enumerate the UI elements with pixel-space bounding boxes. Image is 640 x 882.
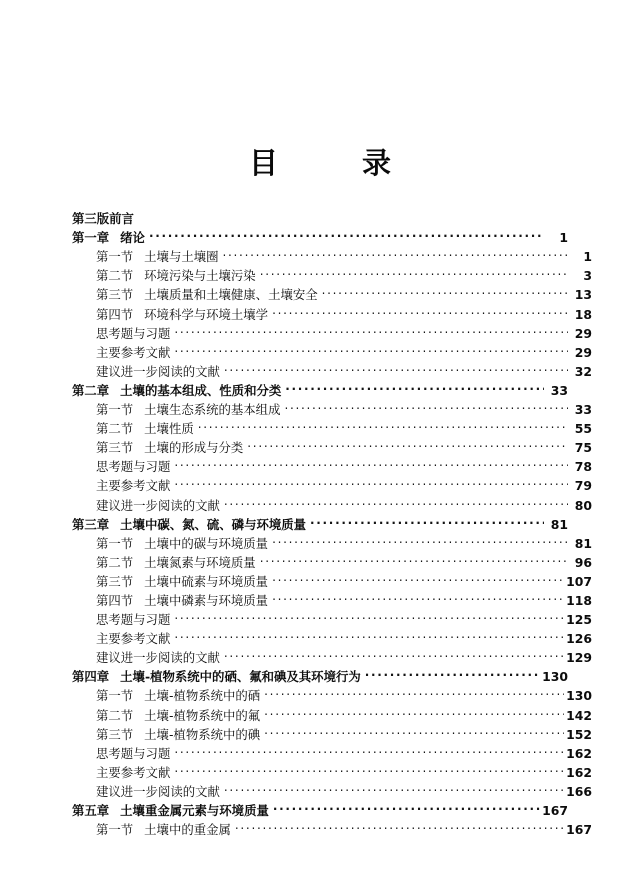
toc-entry-page-number: 118 (566, 592, 592, 608)
toc-entry-number: 第一节 (96, 402, 134, 418)
dot-leader (272, 299, 568, 318)
toc-entry-title: 土壤-植物系统中的氟 (144, 707, 261, 723)
toc-entry-title: 土壤中硫素与环境质量 (144, 573, 269, 589)
dot-leader (224, 643, 564, 662)
toc-entry-page-number: 3 (583, 268, 592, 284)
toc-entry-page-number: 78 (574, 459, 592, 475)
toc-entry-title: 主要参考文献 (96, 764, 171, 780)
toc-entry-title: 土壤中的重金属 (144, 822, 231, 838)
toc-entry-number: 第二节 (96, 421, 134, 437)
toc-entry-page-number: 152 (566, 726, 592, 742)
toc-entry-number: 第三节 (96, 726, 134, 742)
toc-entry-page-number: 81 (574, 535, 592, 551)
toc-entry-title: 土壤与土壤圈 (144, 249, 219, 265)
toc-entry-page-number: 79 (574, 478, 592, 494)
toc-entry-number: 第二节 (96, 707, 134, 723)
dot-leader (285, 376, 544, 395)
toc-entry-number: 第二节 (96, 268, 134, 284)
toc-entry-number: 第一节 (96, 249, 134, 265)
toc-entry-page-number: 107 (566, 573, 592, 589)
toc-entry-title: 土壤-植物系统中的硒、氟和碘及其环境行为 (120, 669, 361, 685)
toc-entry-title: 建议进一步阅读的文献 (96, 363, 220, 379)
toc-entry-page-number: 75 (574, 440, 592, 456)
toc-entry-title: 思考题与习题 (96, 459, 171, 475)
dot-leader (174, 739, 564, 758)
toc-entry-page-number: 33 (574, 402, 592, 418)
toc-entry-title: 土壤重金属元素与环境质量 (120, 803, 269, 818)
toc-entry-title: 主要参考文献 (96, 478, 171, 494)
dot-leader (198, 414, 568, 433)
dot-leader (174, 758, 564, 777)
toc-entry-page-number: 162 (566, 764, 592, 780)
toc-entry-number: 第三节 (96, 573, 134, 589)
toc-entry-title: 土壤-植物系统中的硒 (144, 688, 261, 704)
dot-leader (174, 338, 568, 357)
toc-entry[interactable] (72, 204, 568, 227)
toc-entry-number: 第五章 (72, 803, 110, 818)
toc-entry-page-number: 167 (542, 803, 568, 818)
dot-leader (264, 700, 564, 719)
toc-entry-page-number: 130 (566, 688, 592, 704)
dot-leader (264, 681, 564, 700)
dot-leader (322, 280, 568, 299)
dot-leader (310, 510, 544, 529)
toc-entry-title: 土壤的基本组成、性质和分类 (120, 382, 282, 398)
dot-leader (224, 357, 568, 376)
dot-leader (174, 605, 564, 624)
dot-leader (174, 471, 568, 490)
toc-entry-title: 土壤生态系统的基本组成 (144, 402, 281, 418)
toc-entry-title: 思考题与习题 (96, 325, 171, 341)
dot-leader (174, 452, 568, 471)
page-title: 目 录 (248, 146, 400, 180)
dot-leader (247, 433, 568, 452)
toc-entry-title: 土壤质量和土壤健康、土壤安全 (144, 287, 318, 303)
toc-entry-number: 第一节 (96, 688, 134, 704)
toc-entry-title: 思考题与习题 (96, 612, 171, 628)
dot-leader (138, 204, 566, 223)
dot-leader (272, 586, 564, 605)
toc-entry-page-number: 167 (566, 822, 592, 838)
toc-entry-number: 第一章 (72, 230, 110, 246)
toc-entry-number: 第三节 (96, 440, 134, 456)
dot-leader (235, 815, 564, 834)
dot-leader (272, 529, 568, 548)
toc-entry-title: 绪论 (120, 230, 145, 246)
dot-leader (174, 624, 564, 643)
toc-entry-page-number: 1 (559, 230, 568, 246)
dot-leader (224, 777, 564, 796)
toc-entry-page-number: 126 (566, 631, 592, 647)
dot-leader (149, 223, 544, 242)
toc-entry-page-number: 130 (542, 669, 568, 685)
toc-entry-title: 第三版前言 (72, 211, 134, 227)
toc-entry-title: 土壤氮素与环境质量 (144, 554, 256, 570)
toc-entry-page-number: 166 (566, 783, 592, 799)
toc-entry[interactable] (72, 242, 592, 265)
toc-entry-page-number: 125 (566, 612, 592, 628)
toc-entry-number: 第二章 (72, 382, 110, 398)
toc-entry-page-number: 32 (574, 363, 592, 379)
toc-entry-page-number: 142 (566, 707, 592, 723)
toc-entry-page-number: 29 (574, 344, 592, 360)
toc-entry-title: 土壤中的碳与环境质量 (144, 535, 269, 551)
toc-entry-title: 环境污染与土壤污染 (144, 268, 256, 284)
toc-entry-title: 土壤性质 (144, 421, 194, 437)
toc-entry-number: 第四章 (72, 669, 110, 685)
toc-entry-number: 第四节 (96, 592, 134, 608)
dot-leader (174, 319, 568, 338)
toc-entry[interactable] (72, 223, 568, 246)
toc-entry-title: 环境科学与环境土壤学 (144, 306, 269, 322)
toc-entry-page-number: 129 (566, 650, 592, 666)
toc-entry-page-number: 162 (566, 745, 592, 761)
toc-entry-title: 主要参考文献 (96, 631, 171, 647)
toc-entry-list (72, 204, 592, 838)
toc-entry-page-number: 80 (574, 497, 592, 513)
toc-entry-number: 第二节 (96, 554, 134, 570)
toc-entry-page-number: 96 (574, 554, 592, 570)
dot-leader (264, 720, 564, 739)
dot-leader (223, 242, 568, 261)
toc-entry-page-number: 55 (574, 421, 592, 437)
toc-entry-number: 第三节 (96, 287, 134, 303)
toc-entry-page-number: 29 (574, 325, 592, 341)
dot-leader (224, 490, 568, 509)
toc-entry-title: 建议进一步阅读的文献 (96, 783, 220, 799)
dot-leader (273, 796, 540, 815)
toc-entry-number: 第四节 (96, 306, 134, 322)
toc-entry-title: 土壤中碳、氮、硫、磷与环境质量 (120, 516, 307, 532)
toc-entry-title: 建议进一步阅读的文献 (96, 497, 220, 513)
toc-entry-page-number: 81 (550, 516, 568, 532)
toc-entry-page-number: 1 (583, 249, 592, 265)
toc-entry-title: 思考题与习题 (96, 745, 171, 761)
toc-entry-number: 第一节 (96, 822, 134, 838)
toc-entry-page-number: 33 (550, 382, 568, 398)
toc-entry-title: 土壤中磷素与环境质量 (144, 592, 269, 608)
dot-leader (272, 567, 564, 586)
dot-leader (365, 662, 540, 681)
toc-entry-title: 土壤-植物系统中的碘 (144, 726, 261, 742)
toc-entry-title: 土壤的形成与分类 (144, 440, 244, 456)
toc-entry-page-number: 18 (574, 306, 592, 322)
toc-entry-number: 第三章 (72, 516, 110, 532)
dot-leader (260, 548, 568, 567)
toc-entry-page-number: 13 (574, 287, 592, 303)
dot-leader (284, 395, 568, 414)
toc-entry-title: 建议进一步阅读的文献 (96, 650, 220, 666)
toc-entry-number: 第一节 (96, 535, 134, 551)
dot-leader (260, 261, 568, 280)
toc-entry-title: 主要参考文献 (96, 344, 171, 360)
